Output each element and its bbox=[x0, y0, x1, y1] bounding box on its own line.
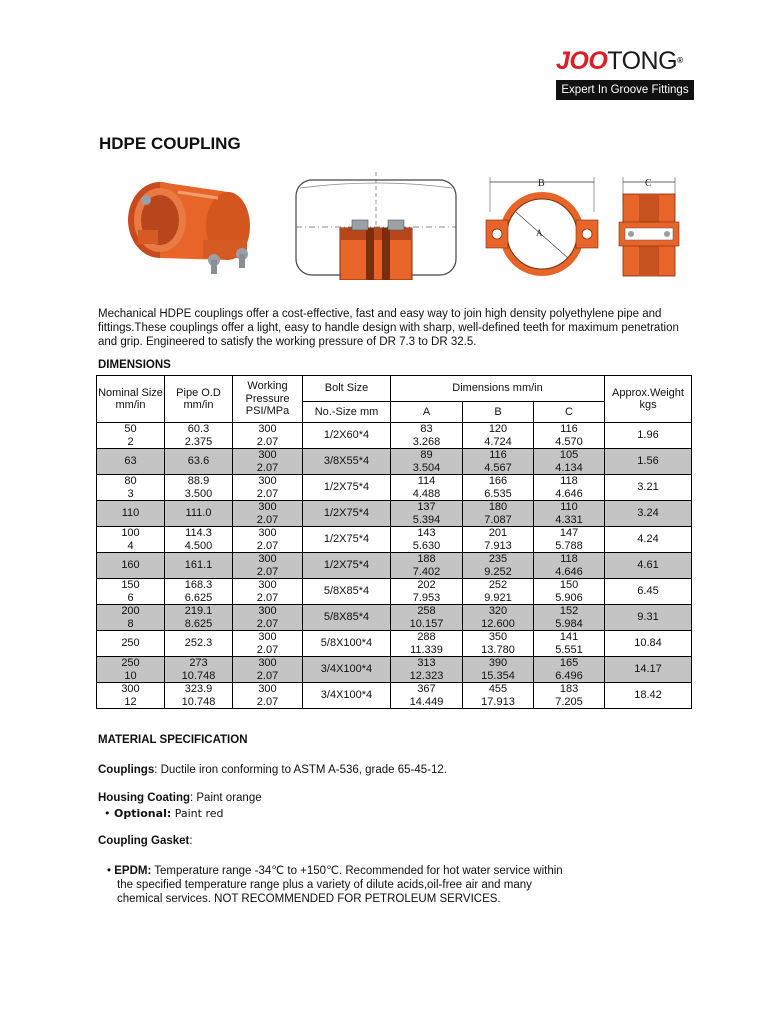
weight-cell-value: 9.31 bbox=[637, 611, 659, 624]
couplings-label: Couplings bbox=[98, 764, 155, 776]
nominal-cell-value: 160 bbox=[121, 559, 140, 572]
pipe-section-drawing bbox=[292, 170, 460, 280]
dim-a-cell bbox=[391, 657, 463, 683]
table-row bbox=[97, 657, 692, 683]
dim-b-cell-value: 17.913 bbox=[481, 695, 515, 708]
pipe-od-cell-value: 114.3 bbox=[185, 527, 212, 539]
nominal-cell-value: 8 bbox=[127, 617, 134, 630]
pressure-cell bbox=[233, 631, 303, 657]
dim-c-cell-value: 4.646 bbox=[555, 565, 583, 578]
logo-tagline: Expert In Groove Fittings bbox=[556, 80, 694, 100]
dim-c-cell-value: 118 bbox=[560, 475, 578, 487]
pressure-cell-value: 300 bbox=[258, 449, 277, 461]
bolt-cell-value: 1/2X75*4 bbox=[323, 507, 370, 520]
weight-cell bbox=[605, 631, 692, 657]
bolt-cell bbox=[303, 631, 391, 657]
intro-paragraph: Mechanical HDPE couplings offer a cost-effective, fast and easy way to join high density polyethylene pipe and fittings.These couplings offer a light, easy to handle design with sharp, well-defined teeth for maximum penetration and grip. Engineered to satisfy the working pressure of DR 7.3 to DR 32.5. bbox=[98, 308, 679, 348]
dim-b-cell-value: 455 bbox=[488, 683, 508, 695]
dim-c-cell-value: 5.984 bbox=[555, 617, 583, 630]
dim-c-cell bbox=[534, 631, 605, 657]
housing-coating-spec bbox=[98, 792, 262, 804]
pressure-cell bbox=[233, 449, 303, 475]
dim-b-cell bbox=[463, 527, 534, 553]
bolt-cell bbox=[303, 605, 391, 631]
nominal-cell-value: 200 bbox=[121, 605, 140, 617]
pipe-od-cell-value: 273 bbox=[189, 657, 208, 669]
dim-a-cell-value: 202 bbox=[417, 579, 436, 591]
dim-b-cell bbox=[463, 423, 534, 449]
header-weight: Approx.Weight kgs bbox=[605, 376, 692, 423]
header-pipe-od: Pipe O.D mm/in bbox=[165, 376, 233, 423]
pressure-cell-value: 300 bbox=[258, 475, 277, 487]
dim-b-cell-value: 7.087 bbox=[484, 513, 512, 526]
pipe-od-cell bbox=[165, 501, 233, 527]
nominal-cell-value: 100 bbox=[121, 527, 140, 539]
pressure-cell bbox=[233, 605, 303, 631]
dim-c-cell-value: 5.551 bbox=[555, 643, 583, 656]
pipe-od-cell-value: 161.1 bbox=[184, 559, 213, 572]
dim-b-cell-value: 12.600 bbox=[481, 617, 515, 630]
nominal-cell-value: 10 bbox=[124, 669, 137, 682]
couplings-text: : Ductile iron conforming to ASTM A-536, grade 65-45-12. bbox=[154, 764, 447, 776]
pressure-cell-value: 300 bbox=[258, 657, 277, 669]
bolt-cell-value: 3/8X55*4 bbox=[323, 455, 370, 468]
weight-cell-value: 14.17 bbox=[634, 663, 662, 676]
dim-a-cell-value: 89 bbox=[420, 449, 433, 461]
nominal-cell-value: 6 bbox=[127, 591, 134, 604]
nominal-cell-value: 300 bbox=[121, 683, 140, 695]
weight-cell bbox=[605, 553, 692, 579]
dim-a-cell-value: 5.630 bbox=[412, 539, 441, 552]
pipe-od-cell-value: 10.748 bbox=[181, 695, 216, 708]
table-row bbox=[97, 449, 692, 475]
dim-a-cell-value: 83 bbox=[420, 423, 433, 435]
weight-cell bbox=[605, 579, 692, 605]
pressure-cell-value: 300 bbox=[258, 683, 277, 695]
nominal-cell bbox=[97, 475, 165, 501]
header-dimensions: Dimensions mm/in bbox=[391, 376, 605, 402]
header-nominal: Nominal Size mm/in bbox=[97, 376, 165, 423]
dim-c-cell-value: 6.496 bbox=[555, 669, 583, 682]
pressure-cell-value: 2.07 bbox=[256, 591, 279, 604]
dim-a-cell bbox=[391, 527, 463, 553]
bolt-cell-value: 1/2X75*4 bbox=[323, 559, 370, 572]
dim-c-cell-value: 165 bbox=[559, 657, 579, 669]
nominal-cell bbox=[97, 631, 165, 657]
pressure-cell-value: 300 bbox=[258, 553, 277, 565]
dim-b-cell bbox=[463, 475, 534, 501]
table-row bbox=[97, 683, 692, 709]
dim-a-cell bbox=[391, 605, 463, 631]
dim-b-cell-value: 252 bbox=[488, 579, 508, 591]
pressure-cell-value: 2.07 bbox=[256, 695, 279, 708]
dim-c-cell bbox=[534, 657, 605, 683]
pressure-cell bbox=[233, 683, 303, 709]
registered-mark: ® bbox=[677, 56, 683, 65]
bolt-cell bbox=[303, 423, 391, 449]
dim-c-cell bbox=[534, 579, 605, 605]
epdm-line-1: Temperature range -34℃ to +150℃. Recommended for hot water service within bbox=[151, 865, 563, 877]
dim-a-cell-value: 12.323 bbox=[409, 669, 444, 682]
nominal-cell-value: 4 bbox=[127, 539, 134, 552]
dim-c-cell-value: 5.788 bbox=[555, 539, 583, 552]
table-row bbox=[97, 605, 692, 631]
dim-a-cell-value: 143 bbox=[417, 527, 436, 539]
pressure-cell-value: 300 bbox=[258, 423, 277, 435]
dim-b-cell-value: 116 bbox=[489, 449, 507, 461]
gasket-spec bbox=[98, 835, 193, 847]
pipe-od-cell-value: 8.625 bbox=[184, 617, 213, 630]
dim-b-cell-value: 235 bbox=[488, 553, 508, 565]
table-row bbox=[97, 527, 692, 553]
pipe-od-cell bbox=[165, 553, 233, 579]
dim-a-cell-value: 114 bbox=[417, 475, 436, 487]
nominal-cell-value: 250 bbox=[121, 657, 140, 669]
dim-b-cell-value: 201 bbox=[488, 527, 508, 539]
pipe-od-cell bbox=[165, 449, 233, 475]
bolt-cell-value: 5/8X100*4 bbox=[320, 637, 373, 650]
dim-b-cell-value: 350 bbox=[488, 631, 508, 643]
bolt-cell bbox=[303, 657, 391, 683]
dim-a-cell-value: 137 bbox=[417, 501, 436, 513]
pressure-cell-value: 2.07 bbox=[256, 513, 279, 526]
weight-cell-value: 6.45 bbox=[637, 585, 659, 598]
weight-cell bbox=[605, 423, 692, 449]
dim-a-cell bbox=[391, 423, 463, 449]
table-row bbox=[97, 579, 692, 605]
pipe-od-cell-value: 3.500 bbox=[184, 487, 213, 500]
dim-b-cell-value: 15.354 bbox=[481, 669, 515, 682]
dim-c-cell-value: 147 bbox=[559, 527, 579, 539]
dim-a-cell-value: 288 bbox=[417, 631, 436, 643]
bolt-cell bbox=[303, 475, 391, 501]
dim-b-cell bbox=[463, 449, 534, 475]
dim-b-cell-value: 9.252 bbox=[484, 565, 512, 578]
header-bolt-sub: No.-Size mm bbox=[303, 402, 391, 423]
dim-b-cell bbox=[463, 683, 534, 709]
dim-b-cell-value: 320 bbox=[488, 605, 508, 617]
weight-cell-value: 1.96 bbox=[637, 429, 659, 442]
dim-b-cell-value: 180 bbox=[488, 501, 508, 513]
dim-a-cell-value: 188 bbox=[417, 553, 436, 565]
dim-c-cell-value: 4.331 bbox=[555, 513, 583, 526]
dim-b-cell-value: 7.913 bbox=[484, 539, 512, 552]
nominal-cell-value: 63 bbox=[124, 455, 137, 468]
dim-a-cell bbox=[391, 683, 463, 709]
dim-a-cell-value: 3.268 bbox=[412, 435, 441, 448]
pressure-cell bbox=[233, 579, 303, 605]
header-bolt-size: Bolt Size bbox=[303, 376, 391, 402]
bolt-cell-value: 1/2X75*4 bbox=[323, 481, 370, 494]
material-spec-heading: MATERIAL SPECIFICATION bbox=[98, 734, 248, 746]
label-b: B bbox=[538, 178, 545, 189]
pressure-cell-value: 300 bbox=[258, 605, 277, 617]
bolt-cell bbox=[303, 683, 391, 709]
bolt-cell-value: 3/4X100*4 bbox=[320, 663, 373, 676]
dim-a-cell-value: 7.402 bbox=[412, 565, 441, 578]
weight-cell-value: 18.42 bbox=[634, 689, 662, 702]
bolt-cell-value: 5/8X85*4 bbox=[323, 611, 370, 624]
dim-c-cell-value: 150 bbox=[559, 579, 579, 591]
dim-a-cell bbox=[391, 501, 463, 527]
bolt-cell bbox=[303, 527, 391, 553]
header-a: A bbox=[391, 402, 463, 423]
dim-b-cell-value: 4.724 bbox=[484, 435, 512, 448]
pressure-cell bbox=[233, 501, 303, 527]
dim-a-cell-value: 11.339 bbox=[410, 643, 443, 656]
label-a: A bbox=[536, 228, 543, 238]
nominal-cell bbox=[97, 501, 165, 527]
nominal-cell bbox=[97, 449, 165, 475]
nominal-cell bbox=[97, 553, 165, 579]
weight-cell-value: 3.21 bbox=[637, 481, 659, 494]
pressure-cell-value: 300 bbox=[258, 527, 277, 539]
coating-label: Housing Coating bbox=[98, 792, 190, 804]
dim-c-cell-value: 4.134 bbox=[555, 461, 583, 474]
pressure-cell-value: 2.07 bbox=[256, 617, 279, 630]
dim-b-cell-value: 166 bbox=[488, 475, 508, 487]
dim-c-cell-value: 105 bbox=[559, 449, 579, 461]
weight-cell bbox=[605, 475, 692, 501]
pressure-cell bbox=[233, 657, 303, 683]
dim-b-cell bbox=[463, 579, 534, 605]
pipe-od-cell-value: 111.0 bbox=[185, 507, 212, 520]
dim-c-cell bbox=[534, 449, 605, 475]
dim-a-cell-value: 4.488 bbox=[412, 487, 441, 500]
pipe-od-cell-value: 60.3 bbox=[187, 423, 210, 435]
pipe-od-cell bbox=[165, 657, 233, 683]
table-row bbox=[97, 475, 692, 501]
pipe-od-cell bbox=[165, 579, 233, 605]
nominal-cell-value: 80 bbox=[124, 475, 137, 487]
bolt-cell bbox=[303, 501, 391, 527]
bolt-cell bbox=[303, 579, 391, 605]
header-c: C bbox=[534, 402, 605, 423]
couplings-spec bbox=[98, 764, 447, 776]
dim-c-cell-value: 7.205 bbox=[555, 695, 583, 708]
nominal-cell-value: 2 bbox=[127, 435, 134, 448]
label-c: C bbox=[645, 178, 652, 189]
weight-cell bbox=[605, 501, 692, 527]
bolt-cell bbox=[303, 449, 391, 475]
logo-red-part: JOO bbox=[556, 47, 608, 75]
weight-cell-value: 1.56 bbox=[637, 455, 659, 468]
nominal-cell bbox=[97, 527, 165, 553]
dim-c-cell bbox=[534, 683, 605, 709]
table-row bbox=[97, 631, 692, 657]
bolt-cell-value: 1/2X75*4 bbox=[323, 533, 370, 546]
nominal-cell bbox=[97, 683, 165, 709]
brand-logo bbox=[556, 44, 696, 102]
pressure-cell-value: 2.07 bbox=[256, 435, 279, 448]
dim-a-cell-value: 5.394 bbox=[412, 513, 441, 526]
dim-a-cell bbox=[391, 449, 463, 475]
pipe-od-cell bbox=[165, 605, 233, 631]
pressure-cell bbox=[233, 527, 303, 553]
epdm-label: EPDM: bbox=[114, 865, 152, 877]
gasket-colon: : bbox=[189, 835, 193, 847]
bolt-cell-value: 3/4X100*4 bbox=[320, 689, 373, 702]
pipe-od-cell-value: 10.748 bbox=[181, 669, 216, 682]
pipe-od-cell-value: 323.9 bbox=[184, 683, 213, 695]
weight-cell bbox=[605, 657, 692, 683]
pipe-od-cell bbox=[165, 683, 233, 709]
weight-cell-value: 3.24 bbox=[637, 507, 659, 520]
logo-black-part: TONG bbox=[607, 47, 678, 75]
table-row bbox=[97, 423, 692, 449]
dim-a-cell bbox=[391, 553, 463, 579]
pressure-cell-value: 2.07 bbox=[256, 539, 279, 552]
nominal-cell bbox=[97, 657, 165, 683]
weight-cell bbox=[605, 527, 692, 553]
epdm-spec: • EPDM: Temperature range -34℃ to +150℃. Recommended for hot water service within the specified temperature range plus a variety of dilute acids,oil-free air and many chemical services. NOT RECOMMENDED FOR PETROLEUM SERVICES. bbox=[107, 864, 577, 906]
pipe-od-cell-value: 2.375 bbox=[184, 435, 213, 448]
nominal-cell bbox=[97, 579, 165, 605]
dim-c-cell bbox=[534, 475, 605, 501]
dim-a-cell-value: 7.953 bbox=[412, 591, 441, 604]
bolt-cell bbox=[303, 553, 391, 579]
pressure-cell bbox=[233, 553, 303, 579]
dim-b-cell bbox=[463, 605, 534, 631]
weight-cell-value: 4.61 bbox=[637, 559, 659, 572]
dimensions-table bbox=[96, 375, 692, 709]
weight-cell bbox=[605, 605, 692, 631]
dim-a-cell bbox=[391, 579, 463, 605]
nominal-cell-value: 250 bbox=[121, 637, 140, 650]
dim-c-cell-value: 110 bbox=[560, 501, 578, 513]
weight-cell bbox=[605, 683, 692, 709]
dim-c-cell-value: 141 bbox=[559, 631, 579, 643]
pressure-cell bbox=[233, 423, 303, 449]
side-dimension-diagram bbox=[617, 172, 681, 280]
optional-coating: • Optional: Paint red bbox=[104, 807, 224, 820]
nominal-cell bbox=[97, 423, 165, 449]
coupling-photo bbox=[118, 170, 263, 280]
table-row bbox=[97, 553, 692, 579]
dim-a-cell-value: 10.157 bbox=[409, 617, 444, 630]
pipe-od-cell-value: 168.3 bbox=[184, 579, 213, 591]
logo-wordmark bbox=[556, 44, 682, 78]
dim-c-cell-value: 152 bbox=[559, 605, 579, 617]
pipe-od-cell-value: 219.1 bbox=[184, 605, 213, 617]
nominal-cell-value: 110 bbox=[121, 507, 140, 520]
page-title: HDPE COUPLING bbox=[99, 134, 241, 153]
pipe-od-cell bbox=[165, 423, 233, 449]
bolt-cell-value: 1/2X60*4 bbox=[323, 429, 370, 442]
dim-a-cell-value: 313 bbox=[417, 657, 436, 669]
pressure-cell-value: 2.07 bbox=[256, 461, 279, 474]
optional-text: Paint red bbox=[171, 807, 224, 820]
dim-b-cell bbox=[463, 553, 534, 579]
optional-label: Optional: bbox=[114, 807, 172, 820]
dim-a-cell bbox=[391, 475, 463, 501]
epdm-line-2: the specified temperature range plus a variety of dilute acids,oil-free air and many bbox=[117, 879, 532, 891]
weight-cell-value: 4.24 bbox=[637, 533, 659, 546]
nominal-cell-value: 50 bbox=[124, 423, 137, 435]
dim-b-cell-value: 4.567 bbox=[484, 461, 512, 474]
dimensions-heading: DIMENSIONS bbox=[98, 359, 171, 371]
dim-b-cell-value: 13.780 bbox=[481, 643, 515, 656]
pipe-od-cell-value: 63.6 bbox=[187, 455, 210, 468]
epdm-line-3: chemical services. NOT RECOMMENDED FOR PETROLEUM SERVICES. bbox=[117, 893, 501, 905]
dim-a-cell-value: 3.504 bbox=[412, 461, 441, 474]
front-dimension-diagram bbox=[482, 172, 604, 280]
dim-c-cell-value: 116 bbox=[560, 423, 578, 435]
pipe-od-cell bbox=[165, 631, 233, 657]
bolt-cell-value: 5/8X85*4 bbox=[323, 585, 370, 598]
nominal-cell bbox=[97, 605, 165, 631]
pressure-cell-value: 300 bbox=[258, 631, 277, 643]
dim-a-cell-value: 14.449 bbox=[409, 695, 444, 708]
dim-c-cell-value: 4.646 bbox=[555, 487, 583, 500]
dim-b-cell bbox=[463, 657, 534, 683]
gasket-label: Coupling Gasket bbox=[98, 835, 190, 847]
dim-a-cell-value: 258 bbox=[417, 605, 436, 617]
dim-b-cell bbox=[463, 501, 534, 527]
dim-b-cell-value: 390 bbox=[488, 657, 508, 669]
dim-b-cell-value: 6.535 bbox=[484, 487, 512, 500]
dim-c-cell bbox=[534, 527, 605, 553]
pipe-od-cell-value: 88.9 bbox=[187, 475, 210, 487]
weight-cell-value: 10.84 bbox=[634, 637, 662, 650]
nominal-cell-value: 3 bbox=[127, 487, 134, 500]
pipe-od-cell bbox=[165, 475, 233, 501]
pressure-cell bbox=[233, 475, 303, 501]
header-b: B bbox=[463, 402, 534, 423]
coating-text: : Paint orange bbox=[190, 792, 262, 804]
nominal-cell-value: 12 bbox=[124, 695, 137, 708]
pipe-od-cell-value: 6.625 bbox=[184, 591, 213, 604]
dim-c-cell-value: 5.906 bbox=[555, 591, 583, 604]
pressure-cell-value: 2.07 bbox=[256, 669, 279, 682]
weight-cell bbox=[605, 449, 692, 475]
dim-c-cell-value: 4.570 bbox=[555, 435, 583, 448]
pressure-cell-value: 300 bbox=[258, 501, 277, 513]
pressure-cell-value: 2.07 bbox=[256, 487, 279, 500]
pressure-cell-value: 300 bbox=[258, 579, 277, 591]
dim-a-cell bbox=[391, 631, 463, 657]
table-row bbox=[97, 501, 692, 527]
dim-a-cell-value: 367 bbox=[417, 683, 436, 695]
dim-c-cell bbox=[534, 501, 605, 527]
dim-c-cell-value: 183 bbox=[559, 683, 579, 695]
dim-b-cell-value: 9.921 bbox=[484, 591, 512, 604]
header-working-pressure: Working Pressure PSI/MPa bbox=[233, 376, 303, 423]
dim-c-cell-value: 118 bbox=[560, 553, 578, 565]
pressure-cell-value: 2.07 bbox=[256, 565, 279, 578]
pipe-od-cell-value: 252.3 bbox=[184, 637, 213, 650]
dim-b-cell bbox=[463, 631, 534, 657]
pipe-od-cell-value: 4.500 bbox=[184, 539, 213, 552]
dim-c-cell bbox=[534, 553, 605, 579]
nominal-cell-value: 150 bbox=[121, 579, 140, 591]
dim-c-cell bbox=[534, 605, 605, 631]
pipe-od-cell bbox=[165, 527, 233, 553]
pressure-cell-value: 2.07 bbox=[256, 643, 279, 656]
dim-b-cell-value: 120 bbox=[488, 423, 508, 435]
dim-c-cell bbox=[534, 423, 605, 449]
